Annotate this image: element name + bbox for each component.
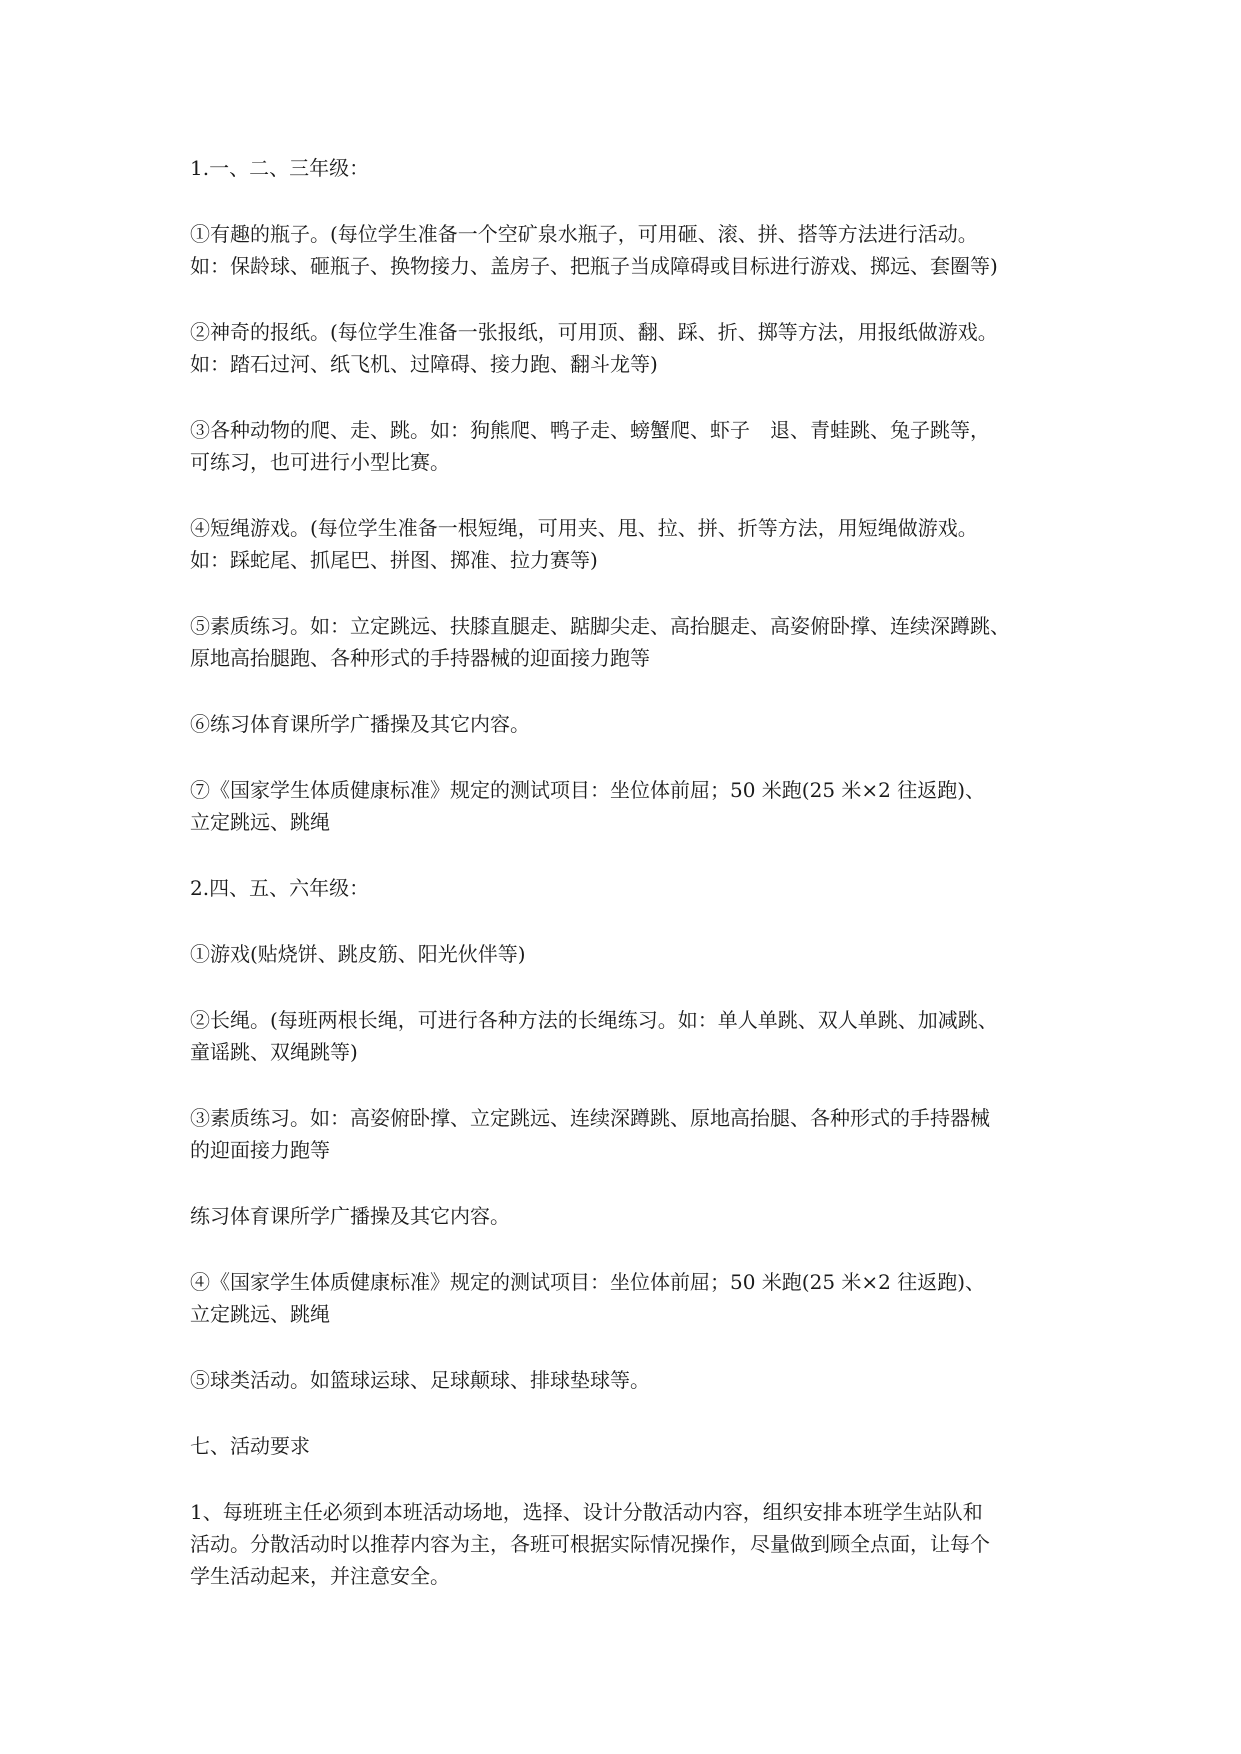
text-line: 的迎面接力跑等 [190, 1138, 330, 1162]
text-line: 如：踩蛇尾、抓尾巴、拼图、掷准、拉力赛等) [190, 548, 598, 572]
paragraph [190, 708, 1070, 740]
text-line: ③各种动物的爬、走、跳。如：狗熊爬、鸭子走、螃蟹爬、虾子 退、青蛙跳、兔子跳等， [190, 418, 990, 442]
text-line: ①有趣的瓶子。(每位学生准备一个空矿泉水瓶子，可用砸、滚、拼、搭等方法进行活动。 [190, 222, 978, 246]
paragraph [190, 1364, 1070, 1396]
paragraph [190, 1266, 1070, 1330]
paragraph [190, 316, 1070, 380]
text-line: ④短绳游戏。(每位学生准备一根短绳，可用夹、甩、拉、拼、折等方法，用短绳做游戏。 [190, 516, 978, 540]
text-line: 立定跳远、跳绳 [190, 1302, 330, 1326]
paragraph [190, 152, 1070, 184]
text-line: ⑤球类活动。如篮球运球、足球颠球、排球垫球等。 [190, 1368, 650, 1392]
text-line: ⑤素质练习。如：立定跳远、扶膝直腿走、踮脚尖走、高抬腿走、高姿俯卧撑、连续深蹲跳、 [190, 614, 1010, 638]
paragraph [190, 1200, 1070, 1232]
text-line: ②神奇的报纸。(每位学生准备一张报纸，可用顶、翻、踩、折、掷等方法，用报纸做游戏。 [190, 320, 998, 344]
text-line: 2.四、五、六年级： [190, 876, 370, 900]
text-line: ①游戏(贴烧饼、跳皮筋、阳光伙伴等) [190, 942, 526, 966]
text-line: 活动。分散活动时以推荐内容为主，各班可根据实际情况操作，尽量做到顾全点面，让每个 [190, 1532, 990, 1556]
paragraph [190, 610, 1070, 674]
text-line: 如：保龄球、砸瓶子、换物接力、盖房子、把瓶子当成障碍或目标进行游戏、掷远、套圈等) [190, 254, 998, 278]
paragraph [190, 218, 1070, 282]
paragraph [190, 938, 1070, 970]
text-line: ④《国家学生体质健康标准》规定的测试项目：坐位体前屈；50 米跑(25 米×2 往返跑)、 [190, 1270, 986, 1294]
text-line: 如：踏石过河、纸飞机、过障碍、接力跑、翻斗龙等) [190, 352, 658, 376]
paragraph [190, 774, 1070, 838]
text-line: 可练习，也可进行小型比赛。 [190, 450, 450, 474]
text-line: ③素质练习。如：高姿俯卧撑、立定跳远、连续深蹲跳、原地高抬腿、各种形式的手持器械 [190, 1106, 990, 1130]
text-line: ②长绳。(每班两根长绳，可进行各种方法的长绳练习。如：单人单跳、双人单跳、加减跳、 [190, 1008, 998, 1032]
paragraph [190, 872, 1070, 904]
paragraph [190, 414, 1070, 478]
text-line: 原地高抬腿跑、各种形式的手持器械的迎面接力跑等 [190, 646, 650, 670]
paragraph [190, 1004, 1070, 1068]
paragraph [190, 1430, 1070, 1462]
text-line: 七、活动要求 [190, 1434, 310, 1458]
text-line: 立定跳远、跳绳 [190, 810, 330, 834]
paragraph [190, 1496, 1070, 1592]
document-body [190, 152, 1070, 1626]
text-line: 童谣跳、双绳跳等) [190, 1040, 358, 1064]
text-line: 练习体育课所学广播操及其它内容。 [190, 1204, 510, 1228]
text-line: 1.一、二、三年级： [190, 156, 370, 180]
text-line: 学生活动起来，并注意安全。 [190, 1564, 450, 1588]
text-line: ⑥练习体育课所学广播操及其它内容。 [190, 712, 530, 736]
text-line: ⑦《国家学生体质健康标准》规定的测试项目：坐位体前屈；50 米跑(25 米×2 往返跑)、 [190, 778, 986, 802]
paragraph [190, 512, 1070, 576]
text-line: 1、每班班主任必须到本班活动场地，选择、设计分散活动内容，组织安排本班学生站队和 [190, 1500, 983, 1524]
paragraph [190, 1102, 1070, 1166]
